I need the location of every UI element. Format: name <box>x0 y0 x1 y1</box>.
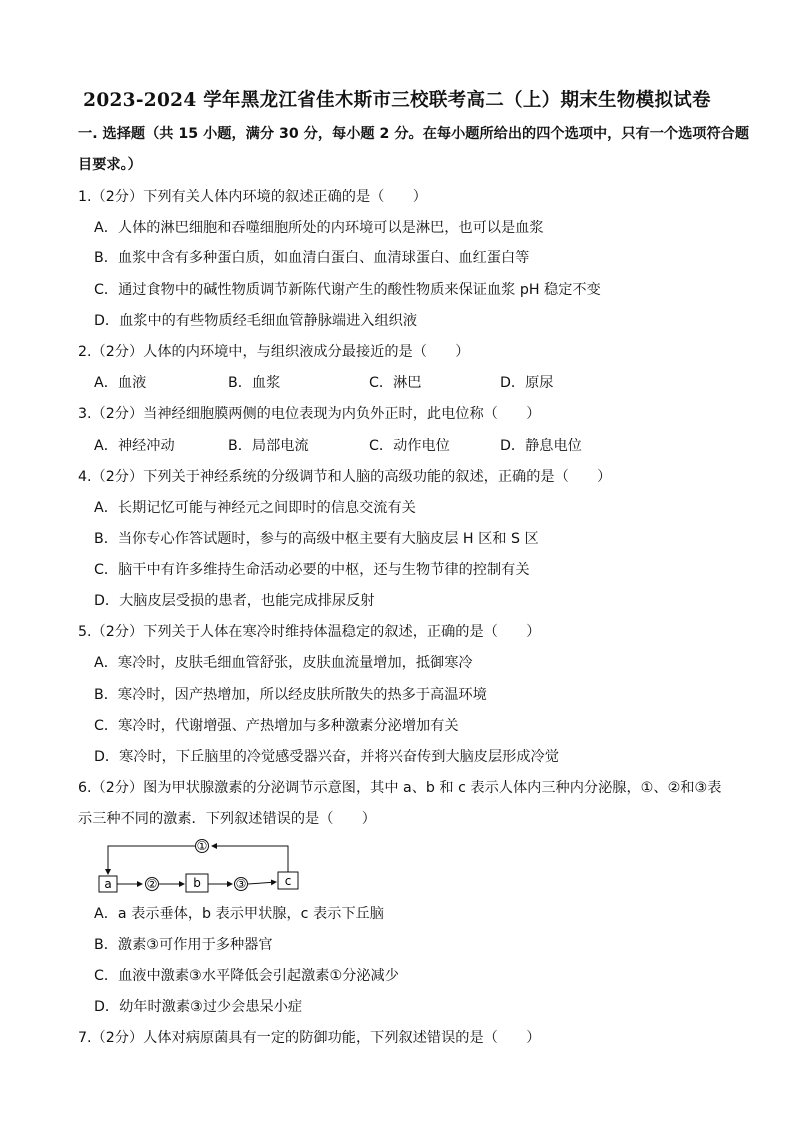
question-6-stem-line1: 6.（2分）图为甲状腺激素的分泌调节示意图，其中 a、b 和 c 表示人体内三种内分泌腺，①、②和③表 <box>78 780 722 796</box>
question-6-option-c: C．血液中激素③水平降低会引起激素①分泌减少 <box>94 968 399 984</box>
question-4-option-c: C．脑干中有许多维持生命活动必要的中枢，还与生物节律的控制有关 <box>94 562 530 578</box>
question-5-option-b: B．寒冷时，因产热增加，所以经皮肤所散失的热多于高温环境 <box>94 687 487 703</box>
question-6-option-a: A．a 表示垂体，b 表示甲状腺，c 表示下丘脑 <box>94 906 384 922</box>
question-5-option-d: D．寒冷时，下丘脑里的冷觉感受器兴奋，并将兴奋传到大脑皮层形成冷觉 <box>94 749 559 765</box>
question-1-option-c: C．通过食物中的碱性物质调节新陈代谢产生的酸性物质来保证血浆 pH 稳定不变 <box>94 282 601 298</box>
question-2-option-b: B．血浆 <box>228 375 281 391</box>
question-1-option-d: D．血浆中的有些物质经毛细血管静脉端进入组织液 <box>94 313 418 329</box>
arrow-h3-to-c <box>248 882 276 884</box>
question-2-option-a: A．血液 <box>94 375 147 391</box>
question-4-option-d: D．大脑皮层受损的患者，也能完成排尿反射 <box>94 593 375 609</box>
question-2-stem: 2.（2分）人体的内环境中，与组织液成分最接近的是（ ） <box>78 344 470 360</box>
question-1-option-a: A．人体的淋巴细胞和吞噬细胞所处的内环境可以是淋巴，也可以是血浆 <box>94 220 544 236</box>
gland-b-label: b <box>193 876 201 890</box>
question-6-option-d: D．幼年时激素③过少会患呆小症 <box>94 999 303 1015</box>
question-3-option-b: B．局部电流 <box>228 438 309 454</box>
question-4-stem: 4.（2分）下列关于神经系统的分级调节和人脑的高级功能的叙述，正确的是（ ） <box>78 469 612 485</box>
hormone-3-label: ③ <box>235 877 247 891</box>
question-6-stem-line2: 示三种不同的激素．下列叙述错误的是（ ） <box>78 811 376 827</box>
gland-c-label: c <box>284 874 292 888</box>
question-3-option-c: C．动作电位 <box>369 438 450 454</box>
question-6-option-b: B．激素③可作用于多种器官 <box>94 937 273 953</box>
question-3-option-a: A．神经冲动 <box>94 438 175 454</box>
section-instruction-line1: 一. 选择题（共 15 小题，满分 30 分，每小题 2 分。在每小题所给出的四个选项中，只有一个选项符合题 <box>78 126 750 142</box>
question-5-option-a: A．寒冷时，皮肤毛细血管舒张，皮肤血流量增加，抵御寒冷 <box>94 655 473 671</box>
question-3-stem: 3.（2分）当神经细胞膜两侧的电位表现为内负外正时，此电位称（ ） <box>78 406 541 422</box>
section-instruction-line2: 目要求。） <box>78 157 142 173</box>
thyroid-regulation-diagram <box>96 836 306 896</box>
hormone-1-label: ① <box>196 839 208 853</box>
question-2-option-c: C．淋巴 <box>369 375 422 391</box>
question-1-option-b: B．血浆中含有多种蛋白质，如血清白蛋白、血清球蛋白、血红蛋白等 <box>94 250 530 266</box>
question-1-stem: 1.（2分）下列有关人体内环境的叙述正确的是（ ） <box>78 189 427 205</box>
page-title: 2023-2024 学年黑龙江省佳木斯市三校联考高二（上）期末生物模拟试卷 <box>83 90 711 111</box>
question-7-stem: 7.（2分）人体对病原菌具有一定的防御功能，下列叙述错误的是（ ） <box>78 1030 541 1046</box>
feedback-arrow-c-to-h1 <box>212 846 288 874</box>
question-2-option-d: D．原尿 <box>500 375 554 391</box>
gland-a-label: a <box>104 877 112 891</box>
question-5-option-c: C．寒冷时，代谢增强、产热增加与多种激素分泌增加有关 <box>94 718 459 734</box>
feedback-arrow-h1-to-a <box>108 846 195 874</box>
hormone-2-label: ② <box>146 877 158 891</box>
question-3-option-d: D．静息电位 <box>500 438 582 454</box>
question-5-stem: 5.（2分）下列关于人体在寒冷时维持体温稳定的叙述，正确的是（ ） <box>78 624 541 640</box>
question-4-option-a: A．长期记忆可能与神经元之间即时的信息交流有关 <box>94 500 416 516</box>
question-4-option-b: B．当你专心作答试题时，参与的高级中枢主要有大脑皮层 H 区和 S 区 <box>94 531 539 547</box>
